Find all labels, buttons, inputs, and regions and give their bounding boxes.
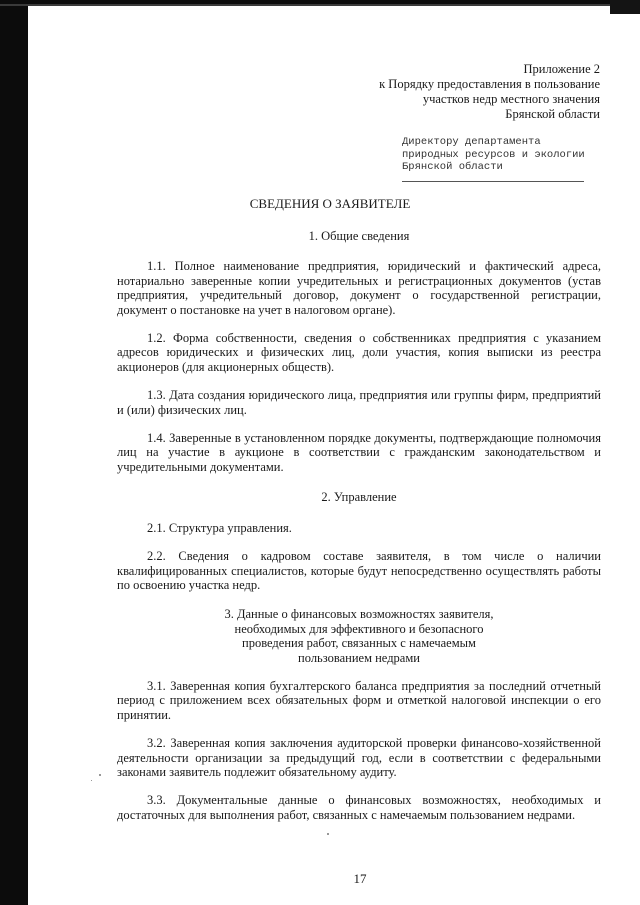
- section-heading-block: [117, 607, 601, 665]
- paragraph: 2.1. Структура управления.: [147, 520, 292, 535]
- section-heading: 2. Управление: [321, 490, 397, 505]
- paragraph: 1.4. Заверенные в установленном порядке документы, подтверждающие полномочия лиц на участие в аукционе в соответствии с гражданским законодательством и учредительными документами.: [117, 431, 601, 474]
- annex-line: Приложение 2: [523, 62, 600, 76]
- annex-line: к Порядку предоставления в пользование: [379, 77, 600, 91]
- document-title: СВЕДЕНИЯ О ЗАЯВИТЕЛЕ: [249, 196, 411, 211]
- paragraph: 3.2. Заверенная копия заключения аудиторской проверки финансово-хозяйственной деятельности организации за предыдущий год, если в соответствии с федеральными законами заявитель подлежит обязательному аудиту.: [117, 736, 601, 779]
- scan-speck: [99, 774, 101, 776]
- scan-border-left: [0, 0, 28, 905]
- scan-border-top: [0, 0, 640, 8]
- paragraph: 1.1. Полное наименование предприятия, юридический и фактический адреса, нотариально заверенные копии учредительных и регистрационных документов (устав предприятия, учредительный договор, документ о государственной регистрации, документ о постановке на учет в налоговом органе).: [117, 259, 601, 317]
- scan-corner-mark: [610, 0, 640, 14]
- section-heading-line: необходимых для эффективного и безопасного: [234, 621, 484, 636]
- page-number: 17: [353, 871, 367, 886]
- document-body: [117, 229, 601, 822]
- paragraph: 1.3. Дата создания юридического лица, предприятия или группы фирм, предприятий и (или) физических лиц.: [117, 388, 601, 417]
- paragraph: 1.2. Форма собственности, сведения о собственниках предприятия с указанием адресов юридических и физических лиц, доли участия, копия выписки из реестра акционеров (для акционерных обществ).: [117, 331, 601, 374]
- scan-speck: [327, 833, 329, 835]
- section-heading: 1. Общие сведения: [308, 229, 410, 243]
- annex-line: участков недр местного значения: [422, 92, 600, 106]
- annex-header: [360, 62, 600, 122]
- annex-line: Брянской области: [505, 107, 600, 121]
- section-heading-line: пользованием недрами: [298, 650, 420, 665]
- paragraph: 2.2. Сведения о кадровом составе заявителя, в том числе о наличии квалифицированных специалистов, которые будут непосредственно осуществлять работы по освоению участка недр.: [117, 549, 601, 592]
- section-heading-line: 3. Данные о финансовых возможностях заявителя,: [224, 607, 494, 622]
- section-heading-line: проведения работ, связанных с намечаемым: [242, 636, 476, 651]
- addressee-line: Директору департамента: [402, 136, 541, 148]
- paragraph: 3.1. Заверенная копия бухгалтерского баланса предприятия за последний отчетный период с приложением всех обязательных форм и отметкой налоговой инспекции о его принятии.: [117, 678, 601, 722]
- scan-speck: [91, 780, 92, 781]
- addressee-underline: [402, 181, 584, 182]
- addressee-line: Брянской области: [402, 161, 503, 173]
- paragraph: 3.3. Документальные данные о финансовых возможностях, необходимых и достаточных для выполнения работ, связанных с намечаемым пользованием недрами.: [117, 793, 601, 822]
- addressee-block: [402, 136, 592, 174]
- addressee-line: природных ресурсов и экологии: [402, 148, 585, 161]
